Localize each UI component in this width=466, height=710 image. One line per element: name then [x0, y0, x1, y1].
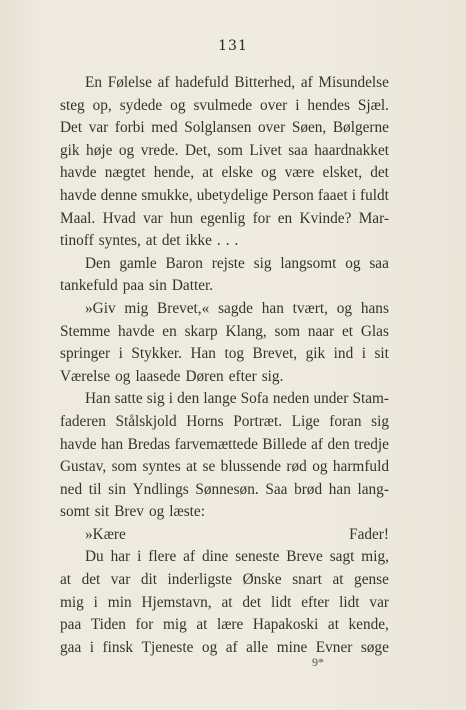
text-line: somt sit Brev og læste:	[60, 503, 205, 521]
text-line: ned til sin Yndlings Sønnesøn. Saa brød han lang-	[60, 480, 389, 498]
text-line: Stemme havde en skarp Klang, som naar et Glas	[60, 322, 389, 340]
text-line: steg op, sydede og svulmede over i hendes Sjæl.	[60, 96, 389, 114]
text-line: En Følelse af hadefuld Bitterhed, af Misundelse	[85, 74, 389, 91]
page-number: 131	[218, 38, 248, 54]
text-line: springer i Stykker. Han tog Brevet, gik ind i sit	[60, 345, 389, 363]
text-line: faderen Stålskjold Horns Portræt. Lige foran sig	[60, 412, 389, 430]
text-line: Værelse og laasede Døren efter sig.	[60, 367, 284, 385]
text-line: Det var forbi med Solglansen over Søen, Bølgerne	[60, 119, 389, 137]
text-line: paa Tiden for mig at lære Hapakoski at kende,	[60, 616, 389, 634]
text-line: Gustav, som syntes at se blussende rød og harmfuld	[60, 458, 389, 476]
text-line: Maal. Hvad var hun egenlig for en Kvinde? Mar-	[60, 209, 389, 227]
text-line: gaa i finsk Tjeneste og af alle mine Evner søge	[60, 638, 389, 656]
text-line: Den gamle Baron rejste sig langsomt og saa	[85, 254, 389, 272]
text-line: havde nægtet hende, at elske og være elsket, det	[60, 164, 389, 182]
text-line: tankefuld paa sin Datter.	[60, 277, 214, 295]
text-line: havde han Bredas farvemættede Billede af den tredje	[60, 435, 389, 453]
text-line: »Kære Fader!	[85, 525, 389, 543]
text-line: »Giv mig Brevet,« sagde han tvært, og hans	[85, 299, 389, 317]
text-line: Du har i flere af dine seneste Breve sagt mig,	[85, 548, 389, 566]
text-line: Han satte sig i den lange Sofa neden under Stam-	[85, 390, 389, 408]
text-line: at det var dit inderligste Ønske snart at gense	[60, 571, 389, 589]
text-line: tinoff syntes, at det ikke . . .	[60, 232, 239, 250]
signature-mark: 9*	[312, 655, 324, 669]
body-text	[60, 72, 389, 659]
text-line: mig i min Hjemstavn, at det lidt efter lidt var	[60, 593, 389, 611]
text-line: havde denne smukke, ubetydelige Person faaet i fuldt	[60, 186, 389, 204]
text-line: gik høje og vrede. Det, som Livet saa haardnakket	[60, 141, 389, 159]
